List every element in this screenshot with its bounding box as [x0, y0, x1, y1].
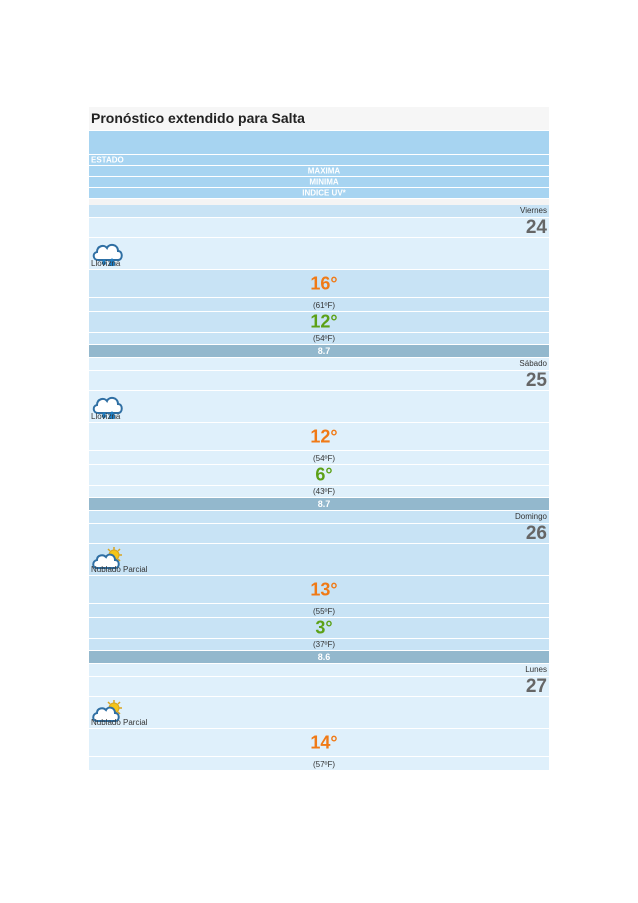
- day-name-row: [89, 205, 549, 218]
- header-row-spacer: [89, 131, 549, 155]
- header-indice-uv: INDICE UV*: [302, 188, 346, 198]
- day-name: Lunes: [525, 665, 547, 674]
- day-name-row: [89, 511, 549, 524]
- day-name-row: [89, 664, 549, 677]
- condition-label: Nublado Parcial: [91, 565, 148, 574]
- day-name: Viernes: [520, 206, 547, 215]
- uv-index: 8.7: [317, 346, 331, 356]
- max-temp-fahrenheit: (61ºF): [312, 301, 336, 310]
- uv-index: 8.7: [317, 499, 331, 509]
- max-temp-fahrenheit: (57ºF): [312, 760, 336, 769]
- max-temp: 16°: [310, 273, 338, 293]
- max-temp: 13°: [310, 579, 338, 599]
- condition-label: Nublado Parcial: [91, 718, 148, 727]
- day-number-row: [89, 218, 549, 238]
- min-temp-f-row: [89, 486, 549, 498]
- day-name: Sábado: [519, 359, 547, 368]
- max-temp-f-row: [89, 757, 549, 771]
- page-title: Pronóstico extendido para Salta: [91, 110, 305, 126]
- max-temp: 14°: [310, 732, 338, 752]
- header-row-maxima: [89, 166, 549, 177]
- min-temp-row: [89, 618, 549, 639]
- min-temp-row: [89, 465, 549, 486]
- day-name: Domingo: [514, 512, 547, 521]
- max-temp: 12°: [310, 426, 338, 446]
- condition-label: Llovizna: [91, 259, 121, 268]
- min-temp-fahrenheit: (37ºF): [312, 640, 336, 649]
- max-temp-f-row: [89, 451, 549, 465]
- day-name-row: [89, 358, 549, 371]
- header-estado: ESTADO: [91, 155, 124, 165]
- max-temp-row: [89, 729, 549, 757]
- condition-row: [89, 697, 549, 729]
- min-temp-fahrenheit: (43ºF): [312, 487, 336, 496]
- min-temp-row: [89, 312, 549, 333]
- max-temp-row: [89, 270, 549, 298]
- min-temp: 3°: [315, 617, 333, 638]
- uv-index: 8.6: [317, 652, 331, 662]
- condition-label: Llovizna: [91, 412, 121, 421]
- header-minima: MINIMA: [309, 177, 339, 187]
- condition-row: [89, 238, 549, 270]
- min-temp-fahrenheit: (54ºF): [312, 334, 336, 343]
- day-number: 25: [525, 369, 547, 391]
- forecast-sheet: [89, 107, 549, 771]
- header-row-estado: [89, 155, 549, 166]
- title-row: [89, 107, 549, 131]
- uv-row: [89, 498, 549, 511]
- condition-row: [89, 391, 549, 423]
- min-temp-f-row: [89, 333, 549, 345]
- condition-row: [89, 544, 549, 576]
- max-temp-f-row: [89, 604, 549, 618]
- header-maxima: MAXIMA: [307, 166, 341, 176]
- day-number-row: [89, 677, 549, 697]
- uv-row: [89, 345, 549, 358]
- day-number-row: [89, 371, 549, 391]
- uv-row: [89, 651, 549, 664]
- header-row-minima: [89, 177, 549, 188]
- day-number: 27: [525, 675, 547, 697]
- max-temp-row: [89, 423, 549, 451]
- min-temp-f-row: [89, 639, 549, 651]
- min-temp: 12°: [310, 311, 338, 332]
- header-row-uv: [89, 188, 549, 199]
- day-number: 26: [525, 522, 547, 544]
- day-number: 24: [525, 216, 547, 238]
- max-temp-row: [89, 576, 549, 604]
- day-number-row: [89, 524, 549, 544]
- max-temp-f-row: [89, 298, 549, 312]
- max-temp-fahrenheit: (54ºF): [312, 454, 336, 463]
- max-temp-fahrenheit: (55ºF): [312, 607, 336, 616]
- min-temp: 6°: [315, 464, 333, 485]
